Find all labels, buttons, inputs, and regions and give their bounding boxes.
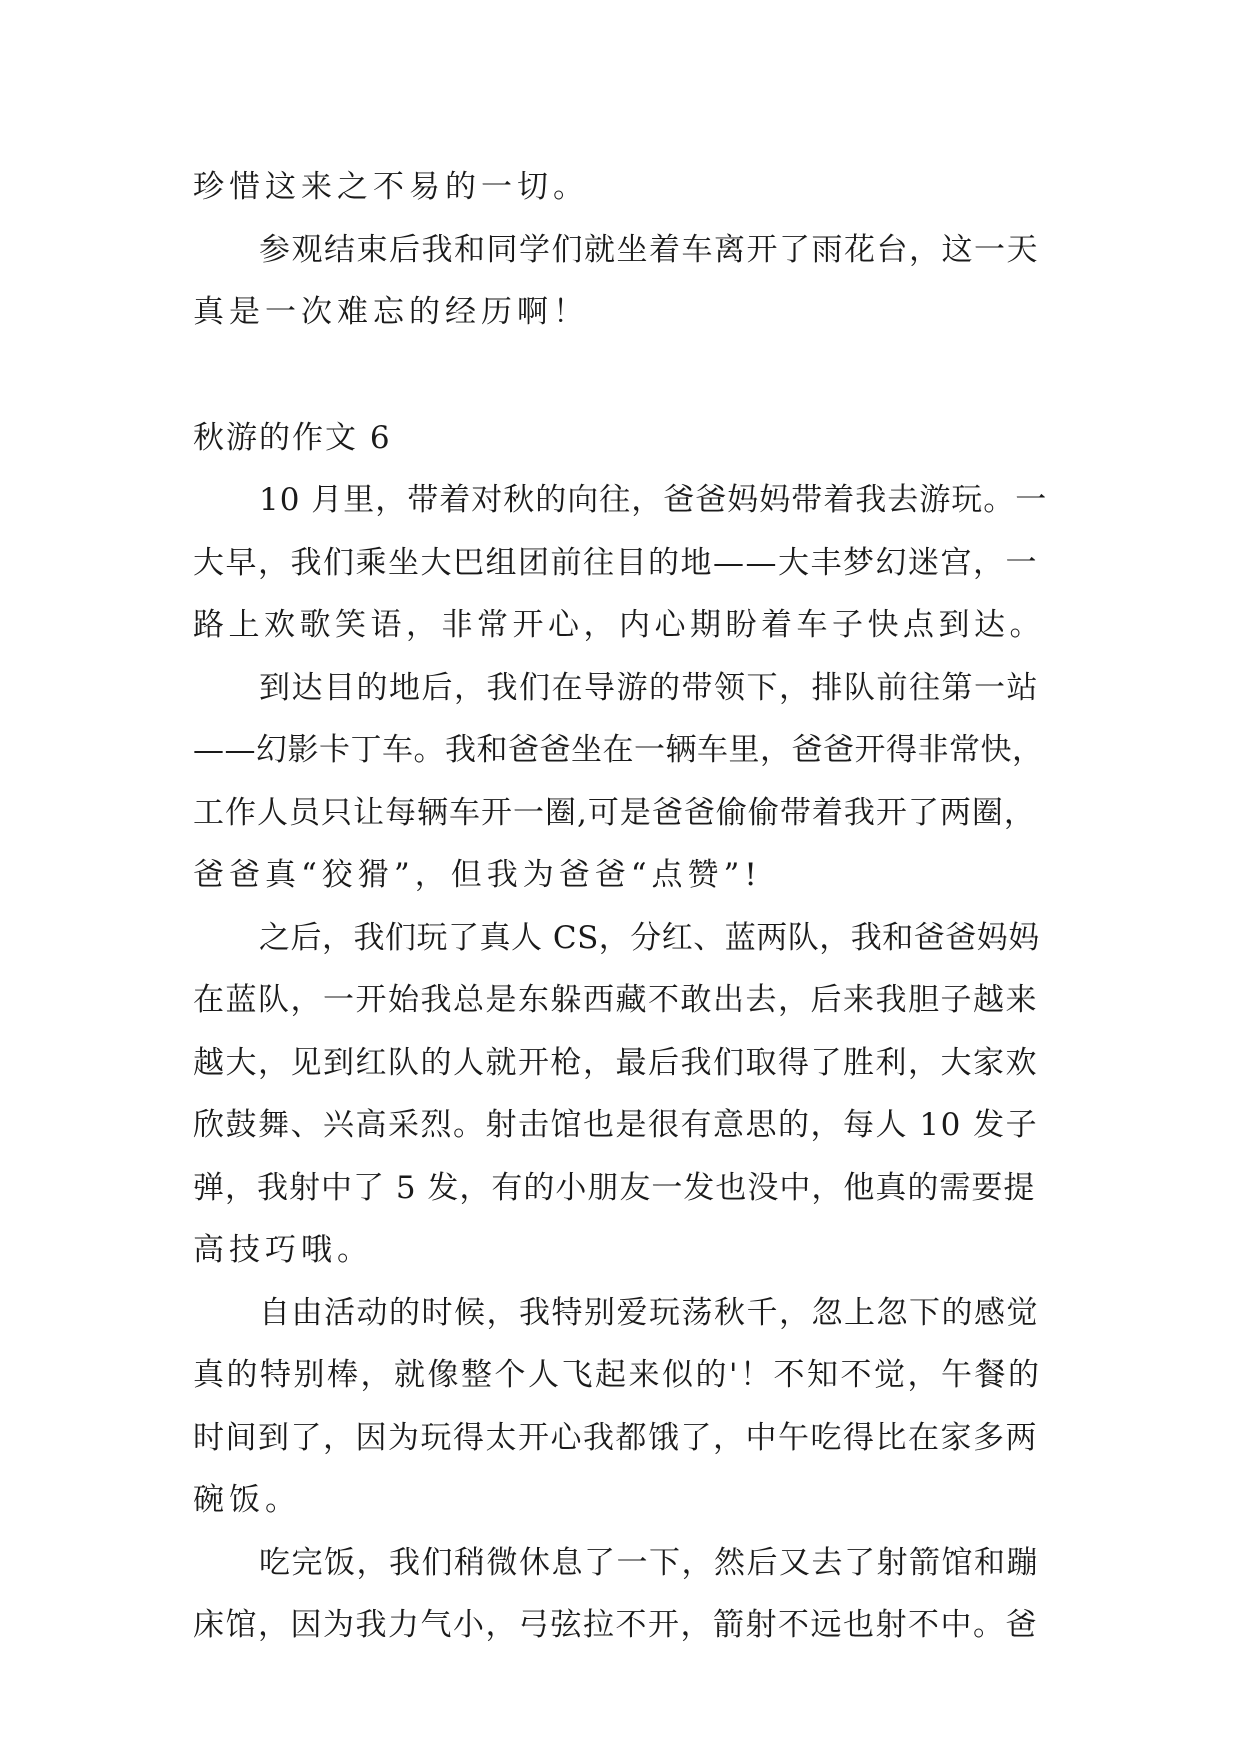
text-line: 爸爸真“狡猾”，但我为爸爸“点赞”! — [193, 857, 762, 893]
text-line: 大早，我们乘坐大巴组团前往目的地——大丰梦幻迷宫，一 — [193, 544, 1038, 581]
text-line: 碗饭。 — [193, 1482, 301, 1518]
text-line: 弹，我射中了 5 发，有的小朋友一发也没中，他真的需要提 — [193, 1169, 1036, 1206]
text-line: 时间到了，因为玩得太开心我都饿了，中午吃得比在家多两 — [193, 1419, 1038, 1456]
paragraph-start-line: 自由活动的时候，我特别爱玩荡秋千，忽上忽下的感觉 — [259, 1294, 1039, 1331]
text-line: 珍惜这来之不易的一切。 — [193, 169, 589, 205]
document-page — [193, 156, 1048, 1657]
text-line: 路上欢歌笑语，非常开心，内心期盼着车子快点到达。 — [193, 607, 1045, 643]
section-title: 秋游的作文 6 — [193, 419, 392, 456]
paragraph-start-line: 之后，我们玩了真人 CS，分红、蓝两队，我和爸爸妈妈 — [259, 919, 1040, 956]
text-line: 越大，见到红队的人就开枪，最后我们取得了胜利，大家欢 — [193, 1044, 1038, 1081]
paragraph-start-line: 10 月里，带着对秋的向往，爸爸妈妈带着我去游玩。一 — [259, 482, 1048, 518]
text-line: ——幻影卡丁车。我和爸爸坐在一辆车里，爸爸开得非常快， — [193, 732, 1044, 768]
text-line: 在蓝队，一开始我总是东躲西藏不敢出去，后来我胆子越来 — [193, 982, 1038, 1018]
text-line: 高技巧哦。 — [193, 1232, 373, 1268]
text-line: 真的特别棒，就像整个人飞起来似的'！不知不觉，午餐的 — [193, 1357, 1042, 1393]
text-line: 床馆，因为我力气小，弓弦拉不开，箭射不远也射不中。爸 — [193, 1607, 1038, 1643]
paragraph-start-line: 到达目的地后，我们在导游的带领下，排队前往第一站 — [259, 669, 1039, 706]
text-line: 欣鼓舞、兴高采烈。射击馆也是很有意思的，每人 10 发子 — [193, 1107, 1039, 1143]
text-line: 真是一次难忘的经历啊！ — [193, 294, 589, 330]
paragraph-start-line: 吃完饭，我们稍微休息了一下，然后又去了射箭馆和蹦 — [259, 1544, 1039, 1581]
text-line: 工作人员只让每辆车开一圈,可是爸爸偷偷带着我开了两圈， — [193, 794, 1036, 831]
paragraph-start-line: 参观结束后我和同学们就坐着车离开了雨花台，这一天 — [259, 231, 1039, 268]
